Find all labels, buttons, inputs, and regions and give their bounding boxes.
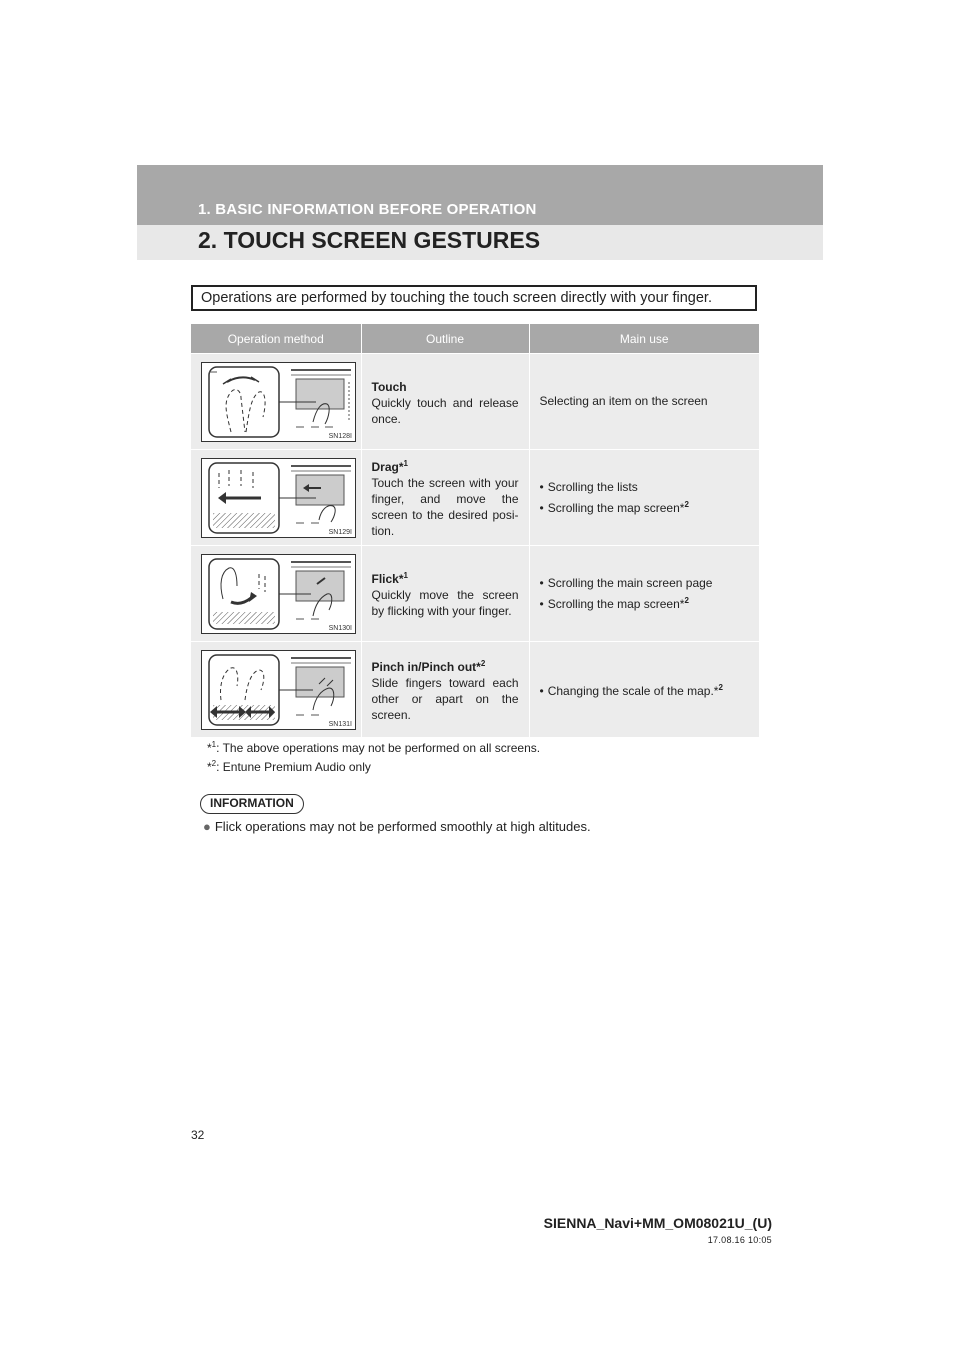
operation-name: Pinch in/Pinch out*$^2$: [371, 659, 486, 674]
illustration-cell: [191, 450, 361, 546]
image-code: SN128I: [328, 432, 352, 440]
table-header-row: [191, 324, 759, 354]
outline-cell: [361, 354, 529, 450]
operation-outline: Slide fingers toward each other or apart on the screen.: [371, 676, 519, 722]
footnote: *$^1$: The above operations may not be performed on all screens.: [207, 740, 541, 755]
footnote: *$^2$: Entune Premium Audio only: [207, 759, 371, 774]
flick-gesture-illustration: [201, 554, 356, 634]
document-id: SIENNA_Navi+MM_OM08021U_(U): [543, 1215, 772, 1231]
column-header: Main use: [529, 324, 759, 354]
flick-gesture-icon: [201, 554, 356, 634]
page-number: 32: [191, 1128, 205, 1142]
table-row: [191, 642, 759, 738]
bullet-icon: ●: [203, 819, 211, 834]
main-use-cell: [529, 642, 759, 738]
main-use-cell: [529, 450, 759, 546]
operation-name: Drag*$^1$: [371, 459, 408, 474]
touch-gesture-icon: [201, 362, 356, 442]
table-row: [191, 354, 759, 450]
operation-name: Flick*$^1$: [371, 571, 408, 586]
image-code: SN129I: [328, 528, 352, 536]
section-heading: 1. BASIC INFORMATION BEFORE OPERATION: [198, 201, 537, 218]
column-header: Operation method: [191, 324, 361, 354]
main-use-item: • Scrolling the map screen*$^2$: [540, 592, 750, 613]
main-use-cell: [529, 546, 759, 642]
outline-cell: [361, 546, 529, 642]
main-use-item: • Scrolling the main screen page: [540, 575, 750, 592]
operation-outline: Quickly touch and release once.: [371, 396, 519, 426]
print-stamp: 17.08.16 10:05: [707, 1235, 772, 1245]
image-code: SN130I: [328, 624, 352, 632]
main-use-cell: [529, 354, 759, 450]
operation-outline: Quickly move the screen by flicking with your finger.: [371, 588, 519, 618]
pinch-gesture-illustration: [201, 650, 356, 730]
operations-table: [191, 324, 759, 737]
intro-box: Operations are performed by touching the touch screen directly with your finger.: [191, 285, 757, 311]
table-row: [191, 546, 759, 642]
touch-gesture-illustration: [201, 362, 356, 442]
outline-cell: [361, 450, 529, 546]
operation-name: Touch: [371, 380, 407, 394]
main-use-item: • Scrolling the map screen*$^2$: [540, 496, 750, 517]
footnotes: [207, 737, 540, 775]
information-item: ● Flick operations may not be performed smoothly at high altitudes.: [203, 819, 591, 834]
table-row: [191, 450, 759, 546]
main-use-item: • Changing the scale of the map.*$^2$: [540, 679, 750, 700]
page-title: 2. TOUCH SCREEN GESTURES: [198, 227, 541, 253]
column-header: Outline: [361, 324, 529, 354]
drag-gesture-illustration: [201, 458, 356, 538]
outline-cell: [361, 642, 529, 738]
image-code: SN131I: [328, 720, 352, 728]
illustration-cell: [191, 642, 361, 738]
main-use-item: • Scrolling the lists: [540, 479, 750, 496]
pinch-gesture-icon: [201, 650, 356, 730]
illustration-cell: [191, 546, 361, 642]
operation-outline: Touch the screen with your finger, and move the screen to the desired posi-tion.: [371, 476, 519, 538]
drag-gesture-icon: [201, 458, 356, 538]
illustration-cell: [191, 354, 361, 450]
main-use-text: Selecting an item on the screen: [539, 394, 708, 408]
information-tag: INFORMATION: [200, 794, 304, 814]
